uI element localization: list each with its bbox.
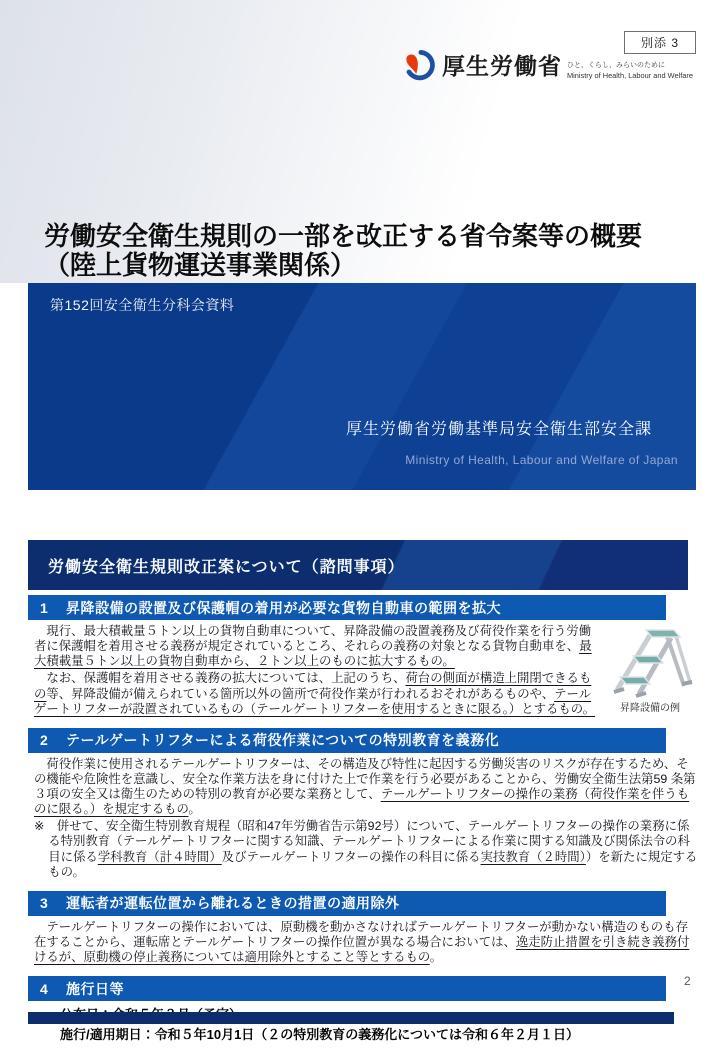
mhlw-logo	[403, 49, 693, 83]
paragraph	[34, 920, 700, 965]
section-bar	[28, 891, 666, 916]
section-body	[28, 916, 700, 971]
paragraph	[34, 819, 700, 880]
logo-tagline	[567, 61, 693, 80]
ladder-icon	[604, 620, 696, 698]
text: 等、昇降設備が備えられている箇所以外の箇所で荷役作業が行われるおそれがあるものや、	[46, 686, 555, 701]
underlined-text: テールゲートリフターの操作の業務（荷役作業を伴うものに限る。）を規定するもの	[34, 787, 690, 817]
meeting-label: 第152回安全衛生分科会資料	[50, 297, 235, 313]
section-text	[34, 624, 596, 719]
logo-tagline-jp: ひと、くらし、みらいのために	[567, 62, 665, 70]
text: 及びテールゲートリフターの操作の科目に係る	[221, 849, 481, 864]
section-title: 施行日等	[66, 980, 124, 997]
text: ※ 併せて、安全衛生特別教育規程（昭和47年労働省告示第92号）について、テールゲートリフターの操作の業務に係る特別教育（テールゲートリフターに関する知識、テールゲートリフターによる作業に関する知識及び関係法令の科目に係る	[34, 819, 690, 864]
underlined-text: 学科教育（計４時間）	[97, 849, 222, 864]
page-title-line2: （陸上貨物運送事業関係）	[44, 250, 357, 281]
section-number: 2	[40, 732, 49, 749]
document-body	[28, 540, 700, 1049]
section-bar	[28, 976, 666, 1001]
text: なお、保護帽を着用させる義務の拡大については、上記のうち、	[34, 671, 406, 686]
logo-org-name: 厚生労働省	[442, 52, 562, 79]
section-body	[28, 753, 700, 886]
next-section-bar-peek	[28, 1012, 674, 1024]
underlined-text: 実技教育（２時間）	[480, 849, 586, 864]
page-number: 2	[684, 974, 691, 988]
underlined-text: 荷台の側面が構造上開閉できるもの	[34, 671, 592, 701]
text: 荷役作業に使用されるテールゲートリフターは、その構造及び特性に起因する労働災害のリスクが存在するため、その機能や危険性を意識し、安全な作業方法を身に付けた上で作業を行う必要があることから、労働安全衛生法第59 条第３項の安全又は衛生のための特別の教育が必要な業務として、	[34, 756, 696, 801]
section-text	[34, 920, 700, 965]
text: 施行/適用期日：令和５年10月1日（２の特別教育の義務化については令和６年２月１日）	[60, 1027, 580, 1043]
section-title: 運転者が運転位置から離れるときの措置の適用除外	[66, 895, 400, 912]
section-text	[34, 757, 700, 880]
underlined-text: 最大積載量５トン以上の貨物自動車から、２トン以上のものに拡大するもの。	[34, 639, 592, 669]
paragraph	[34, 1025, 700, 1045]
attachment-label: 別添 3	[640, 36, 679, 50]
logo-tagline-en: Ministry of Health, Labour and Welfare	[567, 70, 693, 80]
section-bar	[28, 595, 666, 620]
paragraph	[34, 624, 596, 669]
sections	[28, 595, 700, 1049]
doc-section-header	[28, 540, 688, 590]
underlined-text: 逸走防止措置を引き続き義務付けるが、原動機の停止義務については適用除外とすること等とするもの	[34, 934, 690, 964]
section-body	[28, 620, 700, 723]
section-1	[28, 595, 700, 723]
section-number: 1	[40, 599, 49, 616]
text: テールゲートリフターの操作においては、原動機を動かさなければテールゲートリフターが動かない構造のものも存在することから、運転席とテールゲートリフターの操作位置が異なる場合においては、	[34, 919, 688, 949]
paragraph	[34, 757, 700, 818]
section-body	[28, 1001, 700, 1049]
section-title: 昇降設備の設置及び保護帽の着用が必要な貨物自動車の範囲を拡大	[66, 599, 501, 616]
text: 。	[429, 950, 443, 964]
underlined-text: テールゲートリフターが設置されているもの（テールゲートリフターを使用するときに限る。）とするもの。	[34, 686, 596, 716]
page-title-line1: 労働安全衛生規則の一部を改正する省令案等の概要	[44, 221, 643, 251]
section-3	[28, 891, 700, 971]
paragraph	[34, 671, 596, 716]
section-number: 4	[40, 980, 49, 997]
department-label: 厚生労働省労働基準局安全衛生部安全課	[346, 421, 653, 438]
figure-caption: 昇降設備の例	[620, 703, 680, 715]
text: 。	[188, 802, 201, 817]
section-bar	[28, 728, 666, 753]
mhlw-logo-icon	[403, 49, 437, 83]
ministry-english-label: Ministry of Health, Labour and Welfare of Japan	[405, 453, 678, 467]
hero-panel	[28, 283, 696, 490]
doc-section-header-label: 労働安全衛生規則改正案について（諮問事項）	[48, 558, 405, 576]
page-title	[44, 222, 642, 280]
section-number: 3	[40, 895, 49, 912]
section-2	[28, 728, 700, 886]
text: 現行、最大積載量５トン以上の貨物自動車について、昇降設備の設置義務及び荷役作業を行う労働者に保護帽を着用させる義務が規定されているところ、それらの義務の対象となる貨物自動車を、	[34, 624, 592, 654]
text: ）を新たに規定するもの。	[48, 849, 698, 879]
ladder-figure	[600, 620, 700, 719]
section-title: テールゲートリフターによる荷役作業についての特別教育を義務化	[66, 732, 500, 749]
